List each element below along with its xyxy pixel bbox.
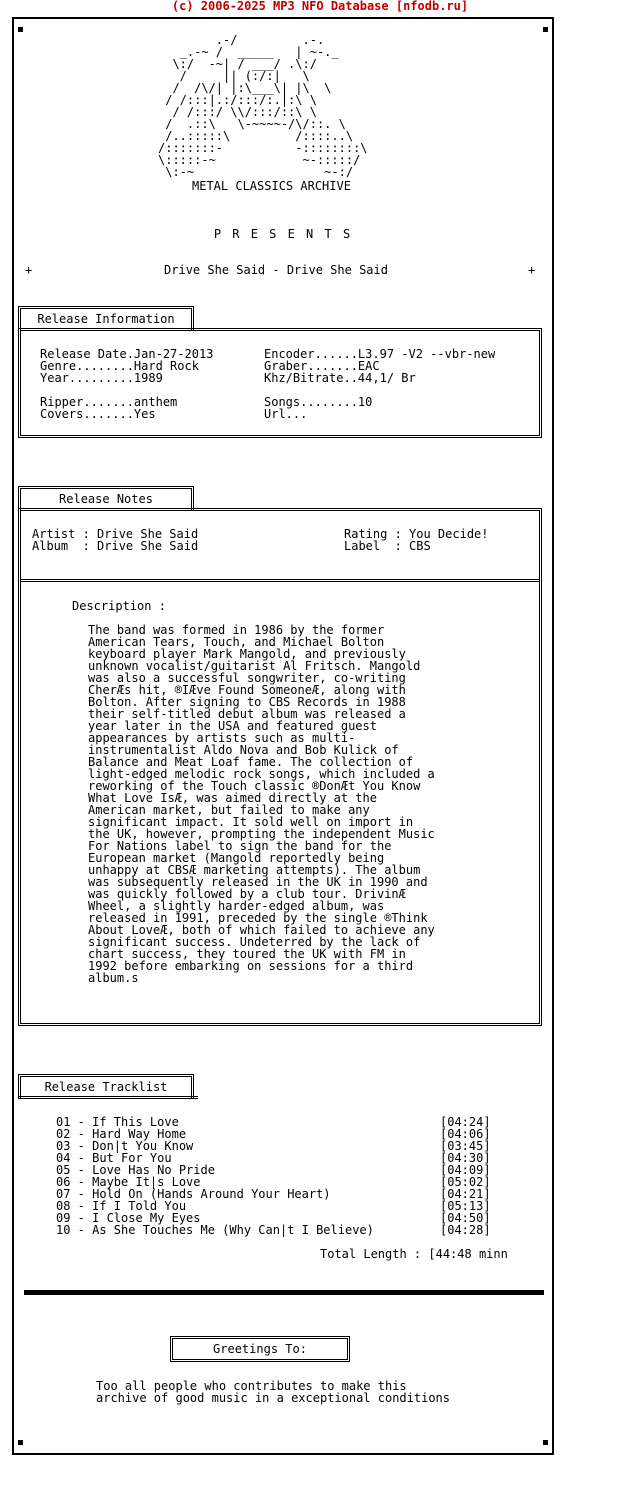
track-title: 01 - If This Love — [56, 1115, 179, 1129]
logo-caption: METAL CLASSICS ARCHIVE — [192, 179, 351, 193]
corner-dot — [543, 1440, 548, 1445]
track-length: [05:13] — [440, 1199, 491, 1213]
track-list — [56, 1116, 506, 1236]
tab-release-tracklist: Release Tracklist — [18, 1074, 194, 1098]
artist-line: Artist : Drive She Said — [32, 527, 199, 541]
corner-dot — [18, 1440, 23, 1445]
description-text: The band was formed in 1986 by the former American Tears, Touch, and Michael Bolton keyboard player Mark Mangold, and previously unknown vocalist/guitarist Al Fritsch. Mangold was also a successful songwriter, co-writing CherÆs hit, ®IÆve Found SomeoneÆ, along with Bolton. After signing to CBS Records in 1988 their self-titled debut album was released a year later in the USA and featured guest appearances by artists such as multi- instrumentalist Aldo Nova and Bob Kulick of Balance and Meat Loaf fame. The collection of light-edged melodic rock songs, which included a reworking of the Touch classic ®DonÆt You Know What Love IsÆ, was aimed directly at the American market, but failed to make any significant impact. It sold well on import in the UK, however, prompting the independent Music For Nations label to sign the band for the European market (Mangold reportedly being unhappy at CBSÆ marketing attempts). The album was subsequently released in the UK in 1990 and was quickly followed by a club tour. DrivinÆ Wheel, a slightly harder-edged album, was released in 1991, preceded by the single ®Think About LoveÆ, both of which failed to achieve any significant success. Undeterred by the lack of chart success, they toured the UK with FM in 1992 before embarking on sessions for a third album.s — [88, 623, 435, 985]
corner-dot — [18, 27, 23, 32]
total-length: Total Length : [44:48 minn — [320, 1247, 508, 1261]
section-divider — [24, 1290, 544, 1295]
track-title: 10 - As She Touches Me (Why Can|t I Believe) — [56, 1223, 374, 1237]
track-title: 09 - I Close My Eyes — [56, 1211, 201, 1225]
album-line: Album : Drive She Said — [32, 539, 199, 553]
track-length: [04:21] — [440, 1187, 491, 1201]
tab-release-information: Release Information — [18, 306, 194, 330]
track-title: 02 - Hard Way Home — [56, 1127, 187, 1141]
release-information-panel — [18, 328, 542, 438]
tab-release-notes: Release Notes — [18, 486, 194, 510]
track-title: 04 - But For You — [56, 1151, 172, 1165]
track-title: 06 - Maybe It|s Love — [56, 1175, 201, 1189]
corner-dot — [543, 27, 548, 32]
track-length: [04:50] — [440, 1211, 491, 1225]
greetings-text: Too all people who contributes to make this archive of good music in a exceptional conditions — [96, 1379, 451, 1405]
track-title: 03 - Don|t You Know — [56, 1139, 194, 1153]
track-title: 08 - If I Told You — [56, 1199, 187, 1213]
rating-line: Rating : You Decide! — [344, 527, 489, 541]
release-info-left-column: Release Date.Jan-27-2013 Genre........Hard Rock Year.........1989 Ripper.......anthem Covers.......Yes — [40, 347, 214, 421]
greetings-title: Greetings To: — [170, 1336, 350, 1362]
track-length: [04:28] — [440, 1223, 491, 1237]
track-length: [04:09] — [440, 1163, 491, 1177]
release-info-right-column: Encoder......L3.97 -V2 --vbr-new Graber.......EAC Khz/Bitrate..44,1/ Br Songs........10 Url... — [264, 347, 496, 421]
track-length: [04:06] — [440, 1127, 491, 1141]
notes-separator — [21, 579, 539, 582]
description-label: Description : — [72, 599, 166, 613]
track-length: [05:02] — [440, 1175, 491, 1189]
plus-marker-right: + — [528, 263, 536, 277]
plus-marker-left: + — [25, 263, 33, 277]
track-title: 07 - Hold On (Hands Around Your Heart) — [56, 1187, 331, 1201]
nfodb-credit: (c) 2006-2025 MP3 NFO Database [nfodb.ru] — [171, 0, 469, 13]
track-title: 05 - Love Has No Pride — [56, 1163, 215, 1177]
release-title: Drive She Said - Drive She Said — [164, 263, 388, 277]
tracklist-tab-underline — [18, 1096, 198, 1099]
presents-heading: P R E S E N T S — [213, 227, 353, 241]
ascii-art-logo: .-/ .-. _.-~ / _____ | ~-._ \:/ -~| / ___/ .\:/ / || (:/:| \ / /\/| |:\___\| |\ \ / /:::|.:/:::/:.|:\ \ / /:::/ \\/:::/::\ \ / .::\ \-~~~~-/\/::. \ /..:::::\ /::::..\ /:::::::- -::::::::\ \:::::-~ ~-:::::/ \:-~ ~-:/ — [158, 33, 368, 179]
release-notes-panel — [18, 508, 542, 1026]
track-row — [56, 1224, 506, 1236]
label-line: Label : CBS — [344, 539, 431, 553]
track-length: [04:30] — [440, 1151, 491, 1165]
track-length: [03:45] — [440, 1139, 491, 1153]
track-length: [04:24] — [440, 1115, 491, 1129]
